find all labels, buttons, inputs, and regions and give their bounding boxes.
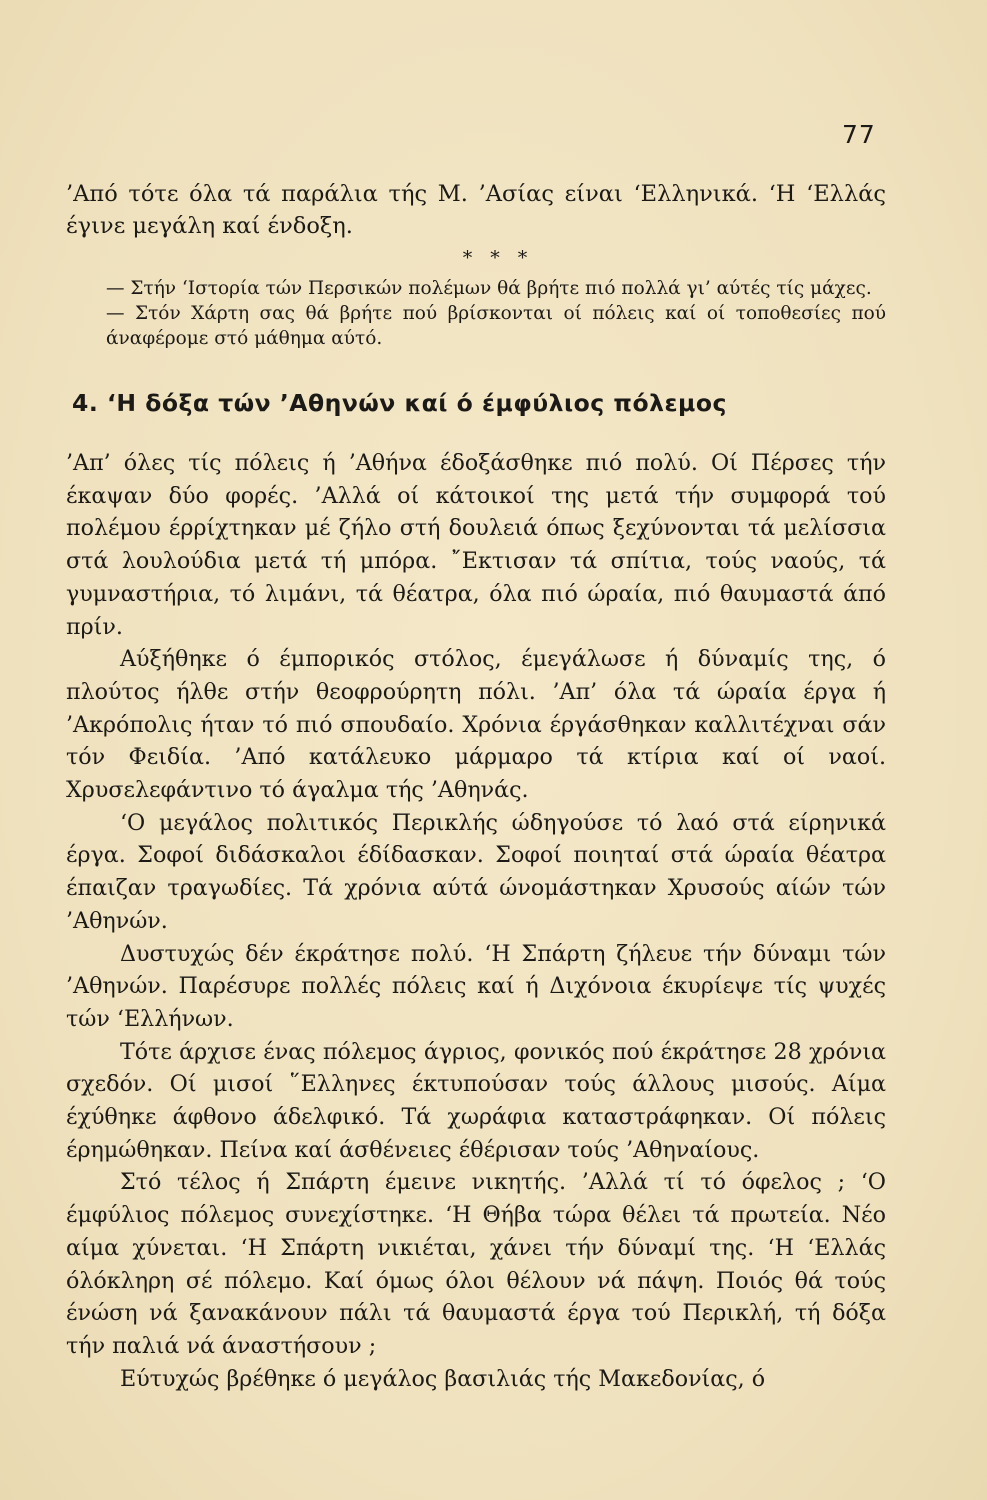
body-paragraph: Αύξήθηκε ό έμπορικός στόλος, έμεγάλωσε ή δύναμίς της, ό πλούτος ήλθε στήν θεοφρούρητη πόλι. ’Απ’ όλα τά ώραία έργα ή ’Ακρόπολις ήταν τό πιό σπουδαίο. Χρόνια έργάσθηκαν καλλιτέχναι σάν τόν Φειδία. ’Από κατάλευκο μάρμαρο τά κτίρια καί οί ναοί. Χρυσελεφάντινο τό άγαλμα τής ’Αθηνάς. [66, 646, 886, 804]
note-item: — Στήν ‘Ιστορία τών Περσικών πολέμων θά βρήτε πιό πολλά γι’ αύτές τίς μάχες. [106, 278, 872, 299]
body-paragraph: ’Απ’ όλες τίς πόλεις ή ’Αθήνα έδοξάσθηκε πιό πολύ. Οί Πέρσες τήν έκαψαν δύο φορές. ’Αλλά οί κάτοικοί της μετά τήν συμφορά τού πολέμου έρρίχτηκαν μέ ζήλο στή δουλειά όπως ξεχύνονται τά μελίσσια στά λουλούδια μετά τή μπόρα. ῎Εκτισαν τά σπίτια, τούς ναούς, τά γυμναστήρια, τό λιμάνι, τά θέατρα, όλα πιό ώραία, πιό θαυμαστά άπό πρίν. [66, 450, 886, 640]
body-paragraph: ‘Ο μεγάλος πολιτικός Περικλής ώδηγούσε τό λαό στά είρηνικά έργα. Σοφοί διδάσκαλοι έδίδασκαν. Σοφοί ποιηταί στά ώραία θέατρα έπαιζαν τραγωδίες. Τά χρόνια αύτά ώνομάστηκαν Χρυσούς αίών τών ’Αθηνών. [66, 809, 886, 934]
body-paragraph: Εύτυχώς βρέθηκε ό μεγάλος βασιλιάς τής Μακεδονίας, ό [120, 1365, 766, 1392]
section-heading: 4. ‘Η δόξα τών ’Αθηνών καί ό έμφύλιος πόλεμος [72, 389, 727, 417]
body-paragraph: Στό τέλος ή Σπάρτη έμεινε νικητής. ’Αλλά τί τό όφελος ; ‘Ο έμφύλιος πόλεμος συνεχίστηκε. ‘Η Θήβα τώρα θέλει τά πρωτεία. Νέο αίμα χύνεται. ‘Η Σπάρτη νικιέται, χάνει τήν δύναμί της. ‘Η ‘Ελλάς όλόκληρη σέ πόλεμο. Καί όμως όλοι θέλουν νά πάψη. Ποιός θά τούς ένώση νά ξανακάνουν πάλι τά θαυμαστά έργα τού Περικλή, τή δόξα τήν παλιά νά άναστήσουν ; [66, 1169, 886, 1359]
intro-paragraph: ’Από τότε όλα τά παράλια τής Μ. ’Ασίας είναι ‘Ελληνικά. ‘Η ‘Ελλάς έγινε μεγάλη καί ένδοξη. [66, 181, 886, 239]
study-notes [66, 276, 886, 351]
page-content [66, 178, 886, 1395]
section-body [66, 447, 886, 1395]
body-paragraph: Τότε άρχισε ένας πόλεμος άγριος, φονικός πού έκράτησε 28 χρόνια σχεδόν. Οί μισοί ῞Ελληνες έκτυπούσαν τούς άλλους μισούς. Αίμα έχύθηκε άφθονο άδελφικό. Τά χωράφια καταστράφηκαν. Οί πόλεις έρημώθηκαν. Πείνα καί άσθένειες έθέρισαν τούς ’Αθηναίους. [66, 1038, 886, 1163]
note-item: — Στόν Χάρτη σας θά βρήτε πού βρίσκονται οί πόλεις καί οί τοποθεσίες πού άναφέρομε στό μάθημα αύτό. [106, 303, 886, 349]
page-number: 77 [842, 120, 876, 149]
body-paragraph: Δυστυχώς δέν έκράτησε πολύ. ‘Η Σπάρτη ζήλευε τήν δύναμι τών ’Αθηνών. Παρέσυρε πολλές πόλεις καί ή Διχόνοια έκυρίεψε τίς ψυχές τών ‘Ελλήνων. [66, 940, 886, 1032]
section-separator: * * * [462, 247, 534, 269]
